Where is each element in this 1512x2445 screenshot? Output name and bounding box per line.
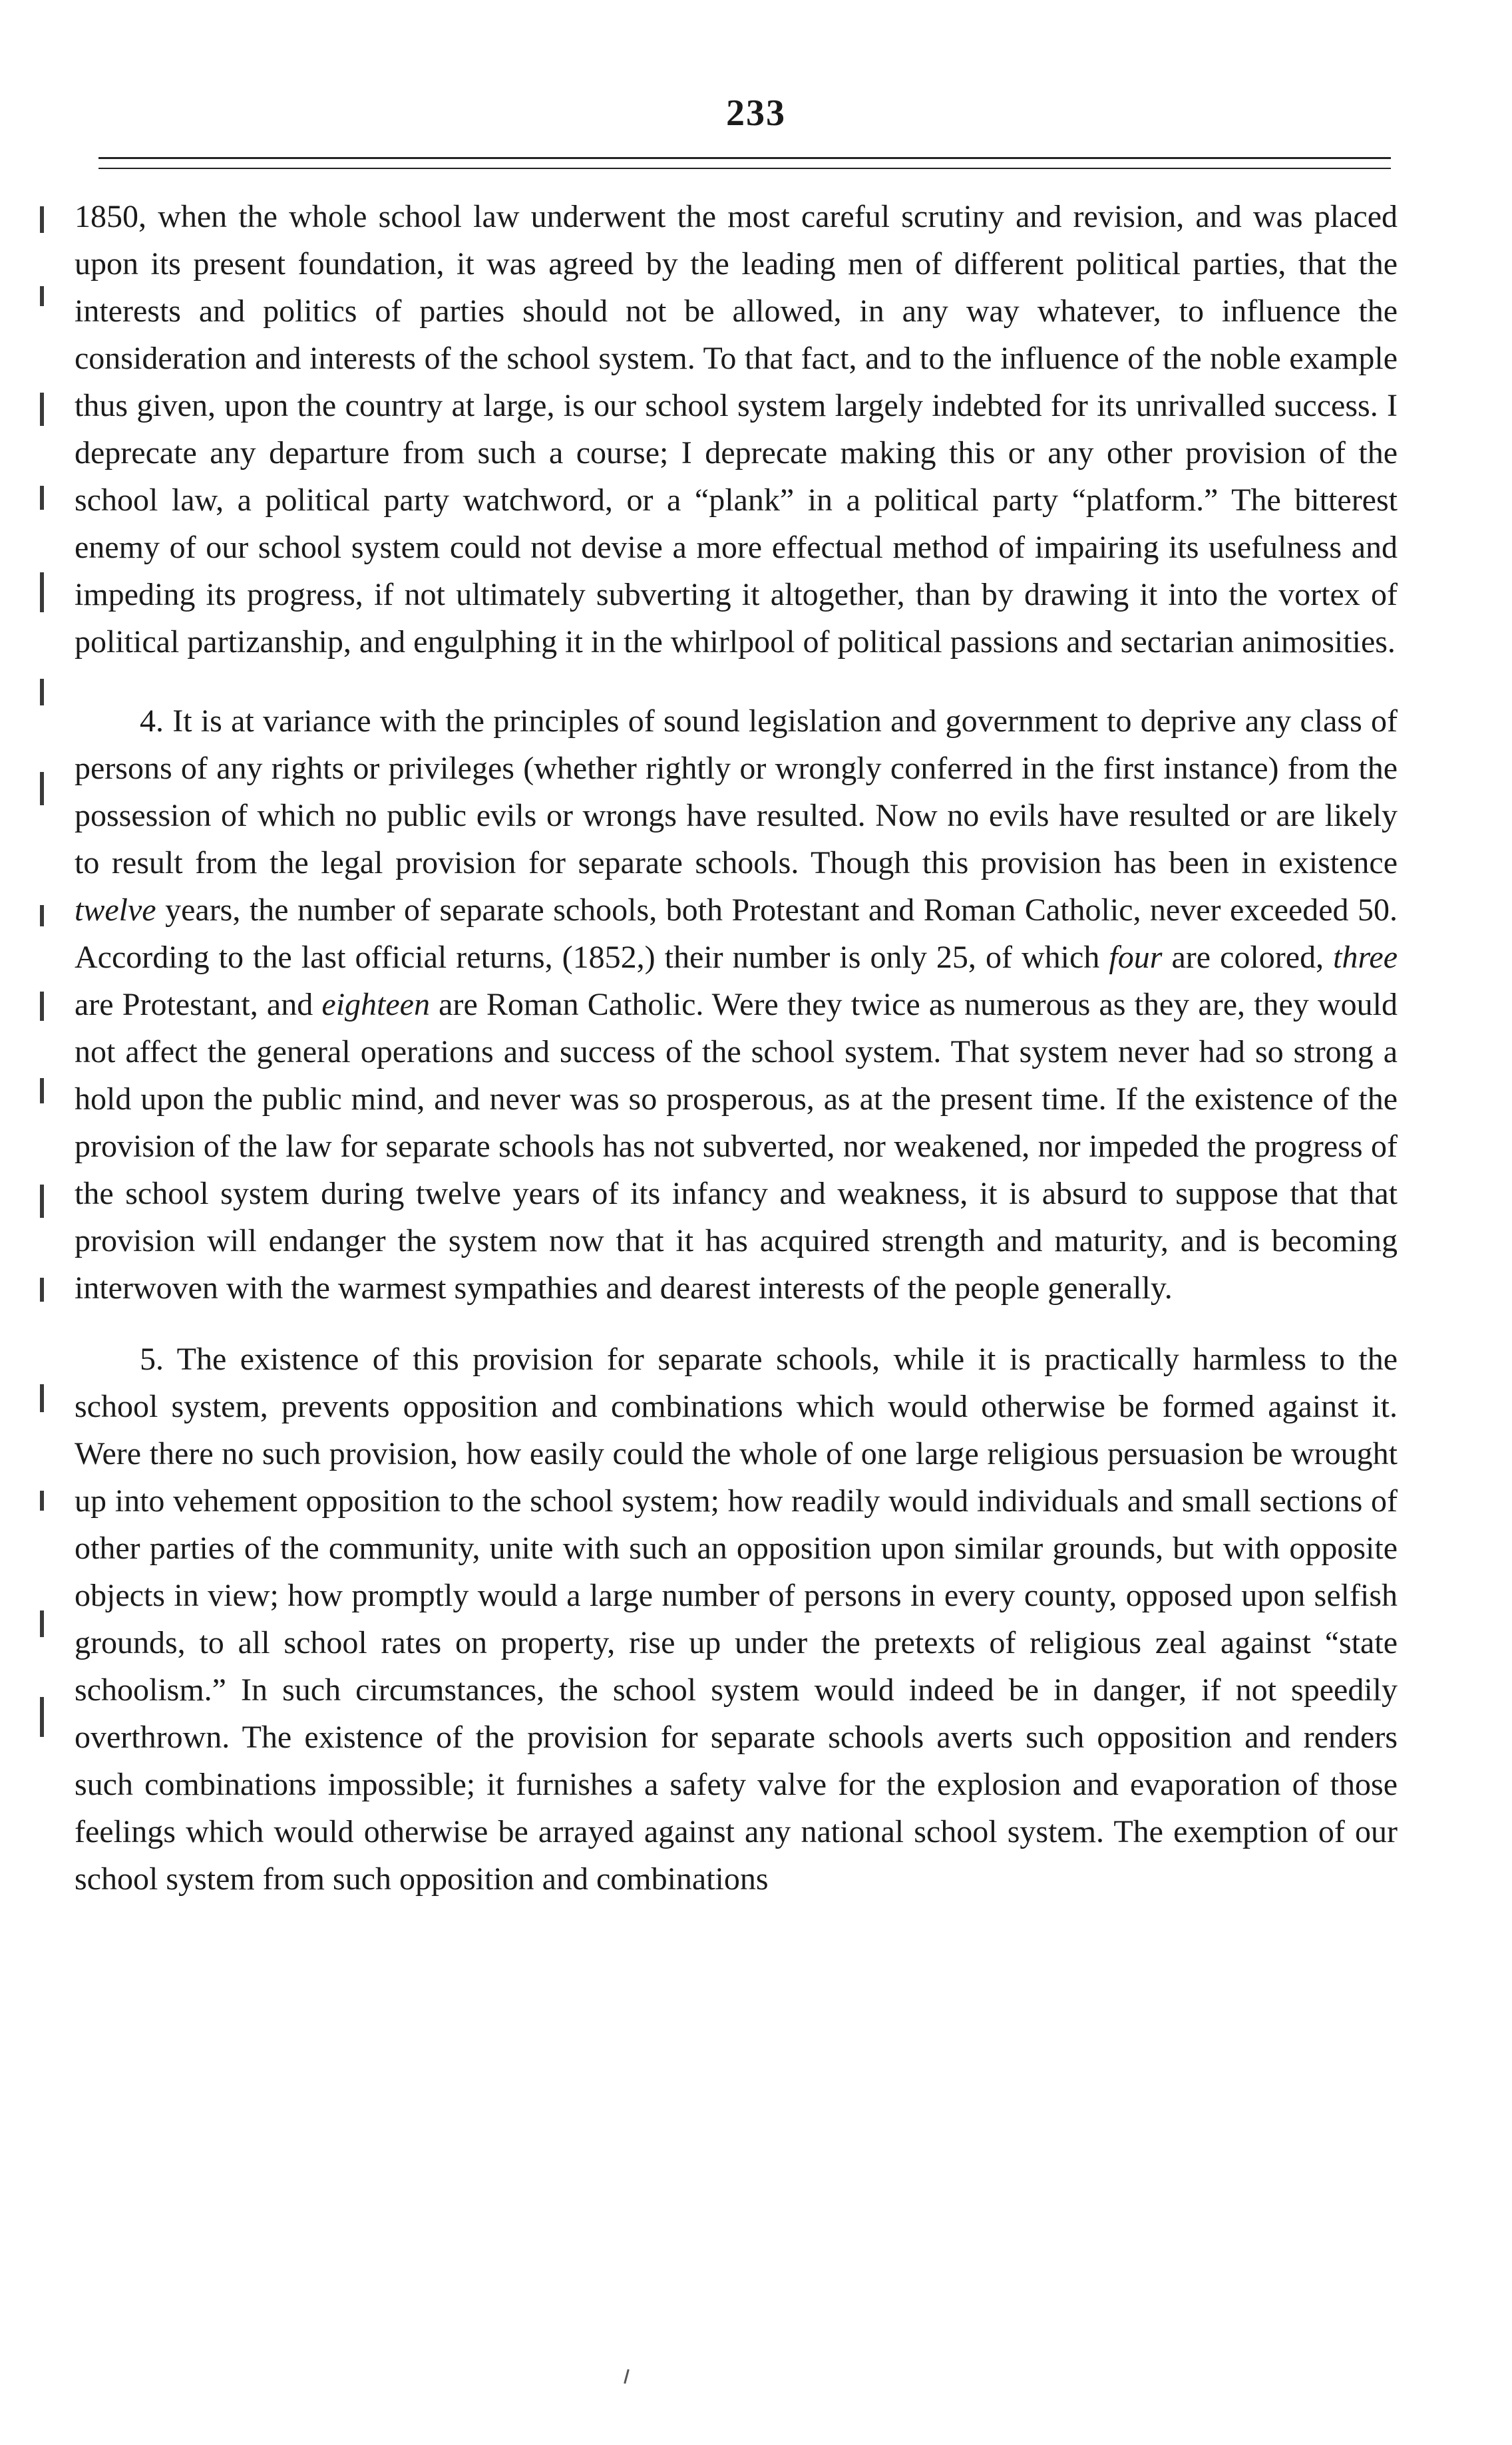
margin-mark — [40, 206, 44, 233]
margin-mark — [40, 679, 44, 705]
page-number: 233 — [726, 93, 786, 134]
margin-mark — [40, 1278, 44, 1302]
italic-run: twelve — [75, 892, 156, 928]
margin-mark — [40, 286, 44, 306]
margin-mark — [40, 1697, 44, 1737]
text-run: years, the number of separate schools, both Protestant and Roman Catholic, never exceeded 50. According to the last official returns, (1852,) their number is only 25, of which — [75, 892, 1398, 975]
margin-mark — [40, 486, 44, 510]
text-run: are Roman Catholic. Were they twice as numerous as they are, they would not affect the general operations and success of the school system. That system never had so strong a hold upon the public mind, and never was so prosperous, as at the present time. If the existence of the provision of the law for separate schools has not subverted, nor weakened, nor impeded the progress of the school system during twelve years of its infancy and weakness, it is absurd to suppose that that provision will endanger the system now that it has acquired strength and maturity, and is becoming interwoven with the warmest sympathies and dearest interests of the people generally. — [75, 987, 1398, 1306]
paragraph-gap — [75, 1312, 1398, 1336]
paragraph-gap — [75, 665, 1398, 697]
italic-run: three — [1333, 940, 1398, 975]
italic-run: four — [1109, 940, 1163, 975]
margin-mark — [40, 1610, 44, 1637]
paragraph-point-4 — [75, 697, 1398, 1312]
margin-mark — [40, 772, 44, 805]
margin-mark — [40, 905, 44, 926]
footer-scan-mark — [624, 2369, 630, 2384]
italic-run: eighteen — [321, 987, 430, 1022]
margin-mark — [40, 393, 44, 426]
header-rule-top — [98, 157, 1391, 159]
margin-scan-marks — [35, 200, 59, 1744]
text-run: are colored, — [1162, 940, 1334, 975]
header-rule-bottom — [98, 168, 1391, 169]
margin-mark — [40, 572, 44, 612]
text-run: are Protestant, and — [75, 987, 322, 1022]
margin-mark — [40, 992, 44, 1021]
margin-mark — [40, 1491, 44, 1511]
paragraph-point-5: 5. The existence of this provision for separate schools, while it is practically harmless to the school system, prevents opposition and combinations which would otherwise be formed against it. Were there no such provision, how easily could the whole of one large religious persuasion be wrought up into vehement opposition to the school system; how readily would individuals and small sections of other parties of the community, unite with such an opposition upon similar grounds, but with opposite objects in view; how promptly would a large number of persons in every county, opposed upon selfish grounds, to all school rates on property, rise up under the pretexts of religious zeal against “state schoolism.” In such circumstances, the school system would indeed be in danger, if not speedily overthrown. The existence of the provision for separate schools averts such opposition and renders such combinations impossible; it furnishes a safety valve for the explosion and evaporation of those feelings which would otherwise be arrayed against any national school system. The exemption of our school system from such opposition and combinations — [75, 1342, 1398, 1897]
margin-mark — [40, 1384, 44, 1412]
margin-mark — [40, 1078, 44, 1103]
text-run: 4. It is at variance with the principles of sound legislation and government to deprive any class of persons of any rights or privileges (whether rightly or wrongly conferred in the first instance) from the possession of which no public evils or wrongs have resulted. Now no evils have resulted or are likely to result from the legal provision for separate schools. Though this provision has been in existence — [75, 703, 1398, 880]
margin-mark — [40, 1185, 44, 1218]
body-text — [75, 193, 1398, 1903]
paragraph-continuation: 1850, when the whole school law underwent the most careful scrutiny and revision, and was placed upon its present foundation, it was agreed by the leading men of different political parties, that the interests and politics of parties should not be allowed, in any way whatever, to influence the consideration and interests of the school system. To that fact, and to the influence of the noble example thus given, upon the country at large, is our school system largely indebted for its unrivalled success. I deprecate any departure from such a course; I deprecate making this or any other provision of the school law, a political party watchword, or a “plank” in a political party “platform.” The bitterest enemy of our school system could not devise a more effectual method of impairing its usefulness and impeding its progress, if not ultimately subverting it altogether, than by drawing it into the vortex of political partizanship, and engulphing it in the whirlpool of political passions and sectarian animosities. — [75, 199, 1398, 659]
